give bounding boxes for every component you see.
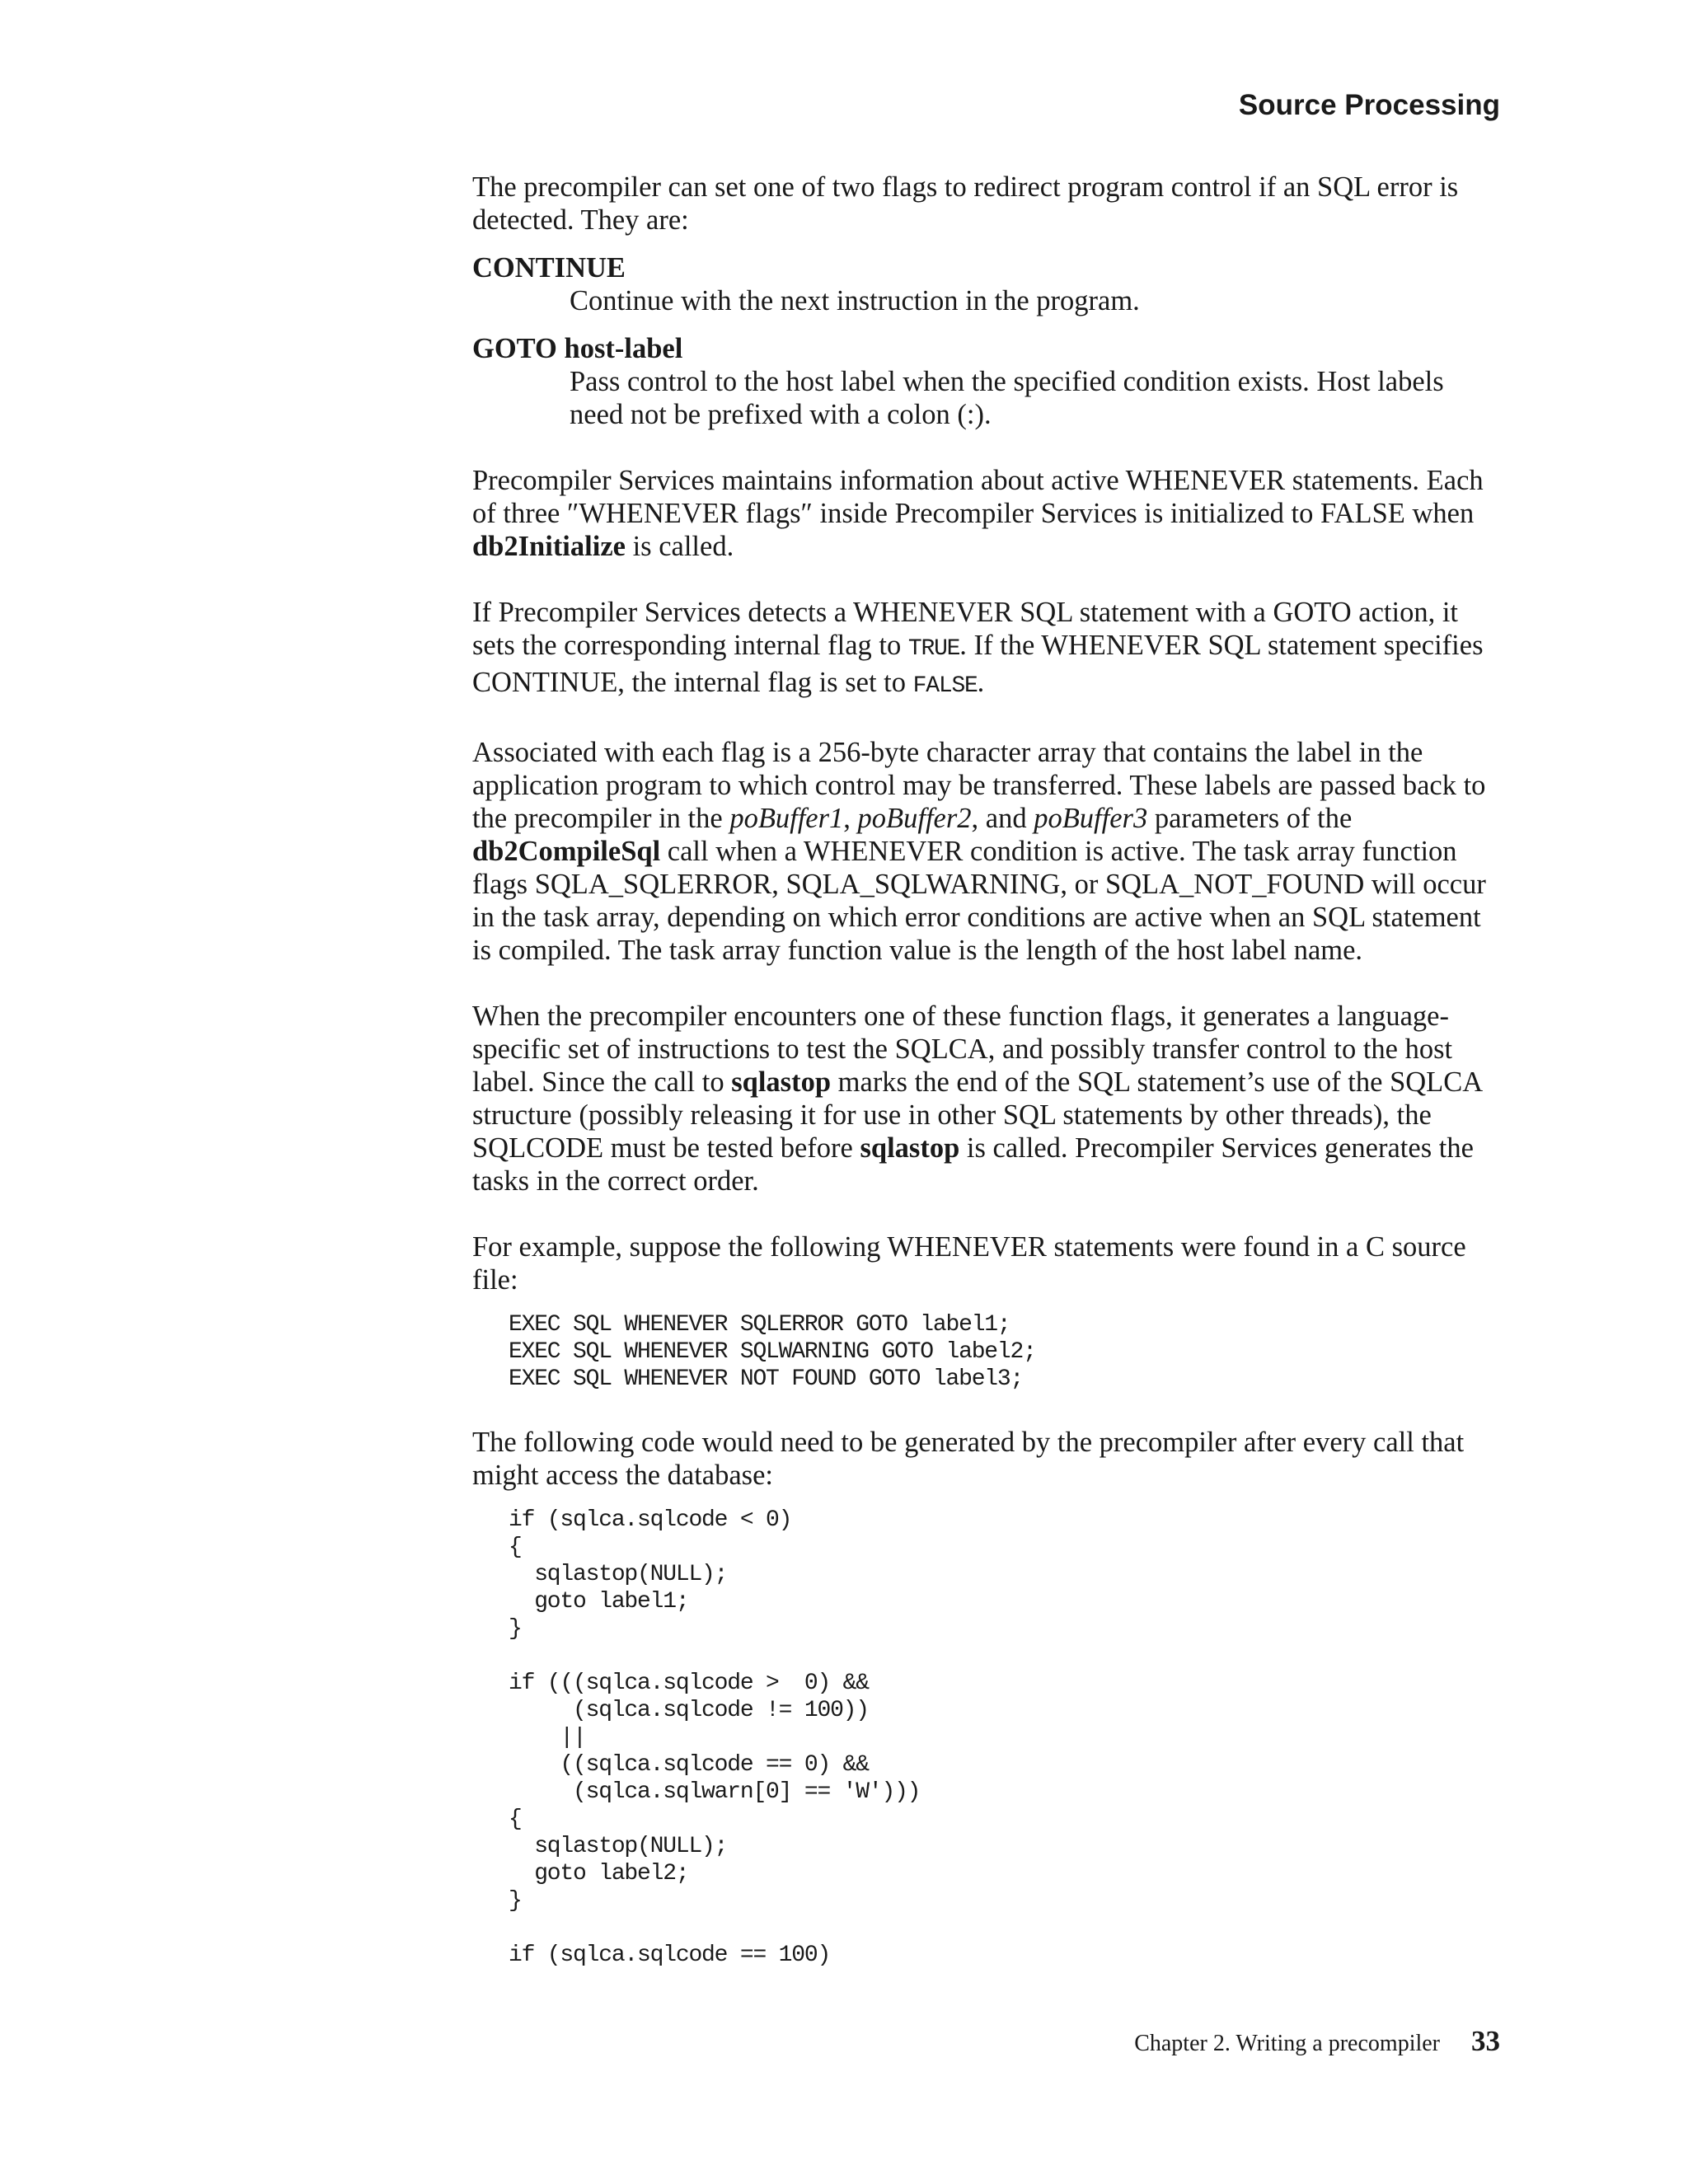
pobuffer2-param: poBuffer2 (857, 803, 972, 834)
definition-description-goto: Pass control to the host label when the specified condition exists. Host labels need not be prefixed with a colon (:). (570, 366, 1444, 430)
intro-paragraph: The precompiler can set one of two flags to redirect program control if an SQL error is detected. They are: (472, 171, 1459, 236)
label-array-paragraph: Associated with each flag is a 256-byte character array that contains the label in the application program to which control may be transferred. These labels are passed back to the precompiler in the poBuffer1, poBuffer2, and poBuffer3 parameters of the db2CompileSql call when a WHENEVER condition is active. The task array function flags SQLA_SQLERROR, SQLA_SQLWARNING, or SQLA_NOT_FOUND will occur in the task array, depending on which error conditions are active when an SQL statement is compiled. The task array function value is the length of the host label name. (472, 737, 1486, 966)
db2compilesql-term: db2CompileSql (472, 836, 661, 867)
example-intro-paragraph: For example, suppose the following WHENEVER statements were found in a C source file: (472, 1231, 1466, 1296)
page-body (472, 171, 1503, 2002)
flag-definition-list (472, 251, 1503, 431)
sqlastop-term: sqlastop (860, 1132, 960, 1164)
definition-term-goto: GOTO host-label (472, 333, 683, 364)
false-literal: FALSE (912, 673, 978, 699)
pobuffer3-param: poBuffer3 (1034, 803, 1148, 834)
whenever-flags-paragraph: Precompiler Services maintains information about active WHENEVER statements. Each of three ″WHENEVER flags″ inside Precompiler Services is initialized to FALSE when db2Initialize is called. (472, 465, 1484, 562)
true-literal: TRUE (907, 636, 960, 662)
generated-code-intro-paragraph: The following code would need to be generated by the precompiler after every call that might access the database: (472, 1427, 1465, 1491)
chapter-title: Chapter 2. Writing a precompiler (1134, 2031, 1440, 2056)
function-flags-paragraph: When the precompiler encounters one of these function flags, it generates a language-specific set of instructions to test the SQLCA, and possibly transfer control to the host label. Since the call to sqlastop marks the end of the SQL statement’s use of the SQLCA structure (possibly releasing it for use in other SQL statements by other threads), the SQLCODE must be tested before sqlastop is called. Precompiler Services generates the tasks in the correct order. (472, 1001, 1482, 1197)
running-header: Source Processing (1238, 89, 1500, 121)
sqlastop-term: sqlastop (731, 1066, 832, 1098)
definition-description-continue: Continue with the next instruction in the program. (570, 285, 1140, 316)
definition-term-continue: CONTINUE (472, 252, 626, 284)
pobuffer1-param: poBuffer1 (729, 803, 844, 834)
page-number: 33 (1471, 2025, 1500, 2057)
db2initialize-term: db2Initialize (472, 531, 626, 562)
goto-action-paragraph: If Precompiler Services detects a WHENEVER SQL statement with a GOTO action, it sets the corresponding internal flag to TRUE. If the WHENEVER SQL statement specifies CONTINUE, the internal flag is set to FALSE. (472, 597, 1484, 699)
whenever-code-block: EXEC SQL WHENEVER SQLERROR GOTO label1; EXEC SQL WHENEVER SQLWARNING GOTO label2; EXEC SQL WHENEVER NOT FOUND GOTO label3; (509, 1312, 1036, 1392)
generated-code-block: if (sqlca.sqlcode < 0) { sqlastop(NULL); goto label1; } if (((sqlca.sqlcode > 0) && (sqlca.sqlcode != 100)) || ((sqlca.sqlcode == 0) && (sqlca.sqlwarn[0] == 'W'))) { sqlastop(NULL); goto label2; } if (sqlca.sqlcode == 100) (509, 1507, 921, 1968)
page-footer (1134, 2025, 1500, 2058)
